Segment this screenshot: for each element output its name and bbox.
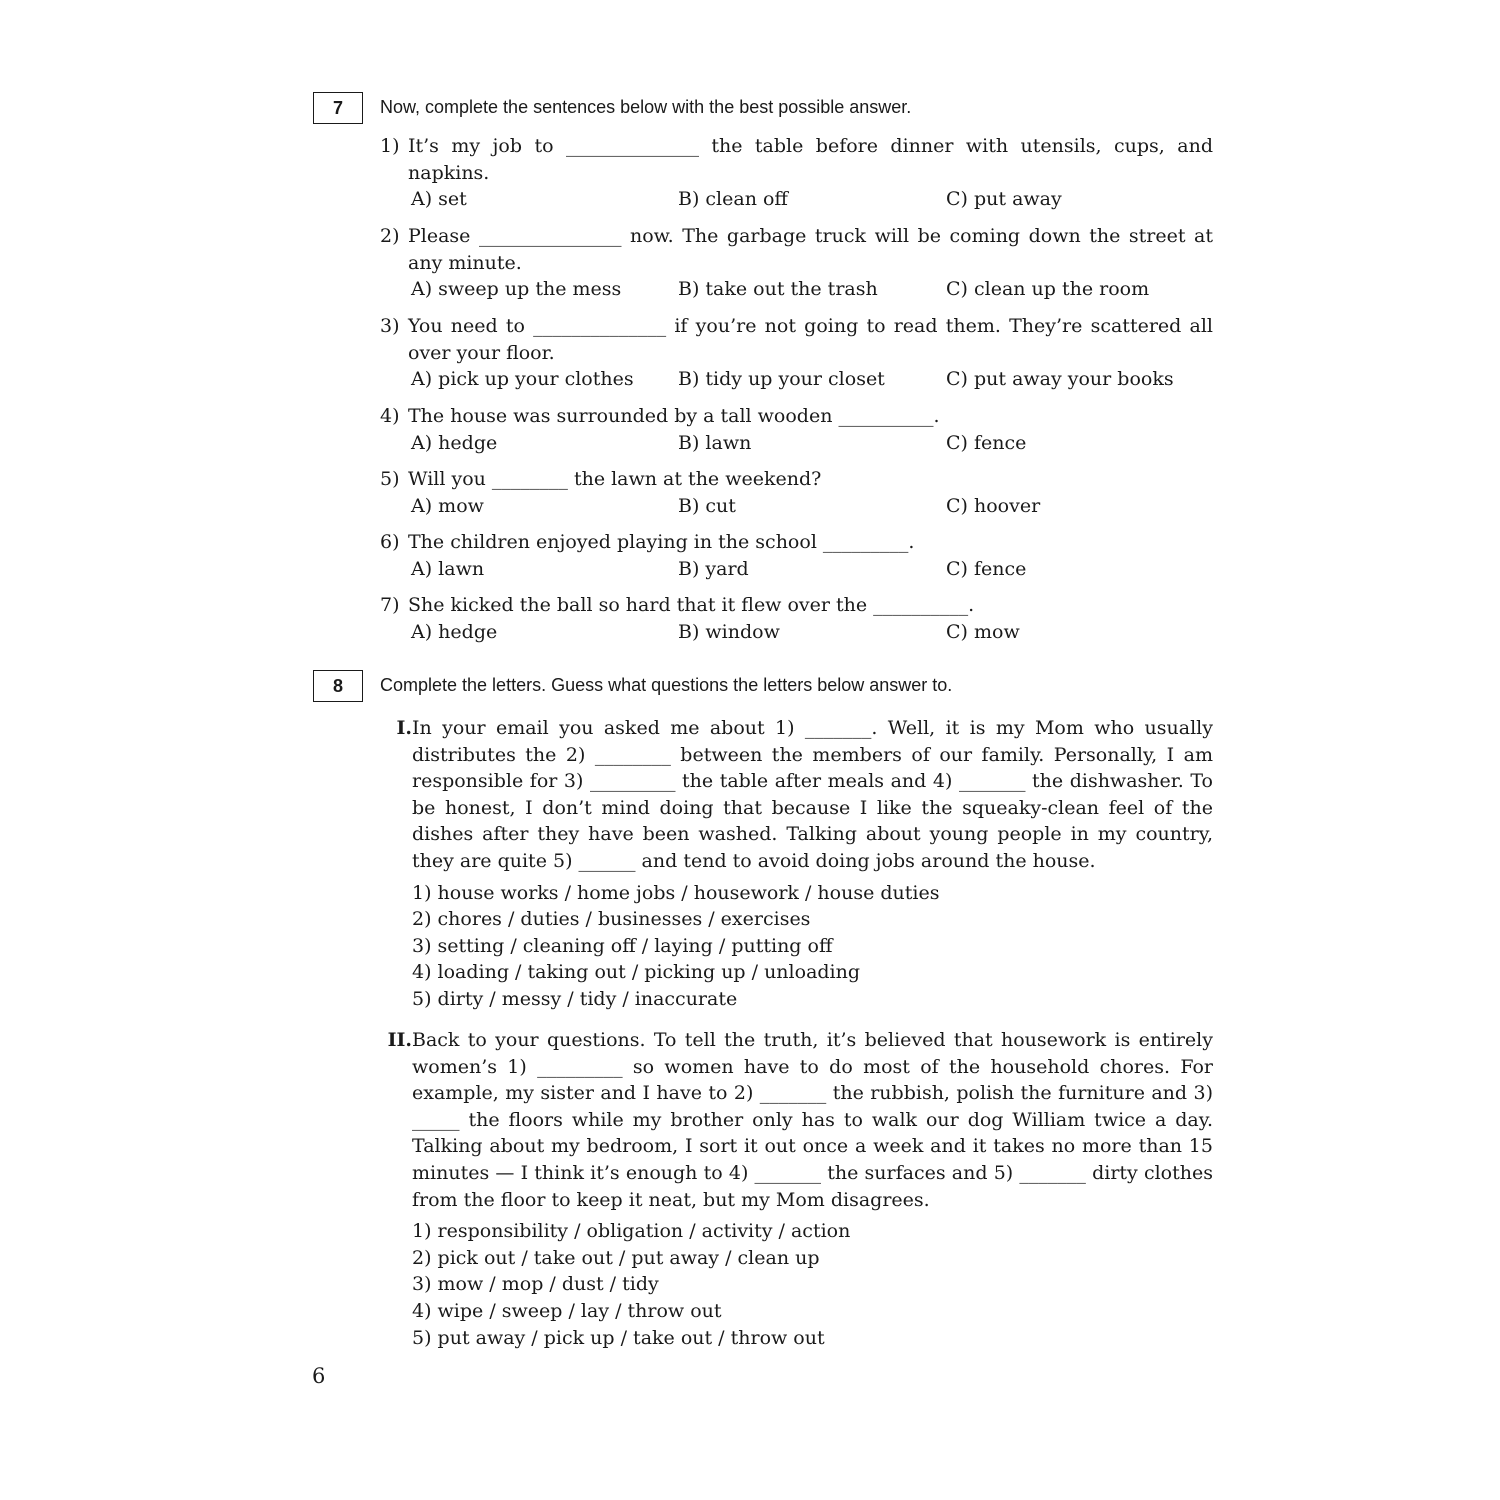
choice-item: 4) wipe / sweep / lay / throw out (412, 1299, 722, 1322)
choice-item: 2) chores / duties / businesses / exercises (412, 908, 811, 931)
question-number: 6) (380, 531, 400, 553)
letter-2 (380, 1027, 1213, 1351)
option-a: A) lawn (411, 557, 485, 580)
choice-list (412, 880, 1213, 1013)
question-5 (380, 466, 1213, 519)
choice-item: 5) dirty / messy / tidy / inaccurate (412, 987, 738, 1010)
letter-1 (380, 715, 1213, 1013)
question-number: 7) (380, 594, 400, 616)
question-stem: It’s my job to ______________ the table before dinner with utensils, cups, and napkins. (408, 135, 1213, 184)
option-a: A) hedge (411, 620, 498, 643)
page-number: 6 (312, 1364, 326, 1388)
option-b: B) take out the trash (678, 278, 878, 301)
question-number: 3) (380, 315, 400, 337)
question-number: 1) (380, 135, 400, 157)
option-b: B) cut (678, 494, 736, 517)
option-a: A) mow (411, 494, 484, 517)
option-b: B) yard (678, 557, 749, 580)
question-7 (380, 592, 1213, 645)
answer-options (411, 556, 1213, 583)
choice-item: 1) responsibility / obligation / activity / action (412, 1220, 851, 1243)
option-b: B) clean off (678, 188, 788, 211)
question-stem: You need to ______________ if you’re not going to read them. They’re scattered all over your floor. (408, 315, 1213, 364)
exercise-7-number-box (313, 92, 363, 124)
question-number: 2) (380, 225, 400, 247)
option-a: A) sweep up the mess (411, 278, 622, 301)
choice-item: 3) mow / mop / dust / tidy (412, 1273, 659, 1296)
question-4 (380, 403, 1213, 456)
option-c: C) fence (946, 431, 1027, 454)
question-1 (380, 133, 1213, 213)
answer-options (411, 366, 1213, 393)
choice-item: 5) put away / pick up / take out / throw out (412, 1326, 825, 1349)
exercise-7-number: 7 (332, 97, 343, 118)
question-stem: The children enjoyed playing in the school _________. (408, 531, 915, 553)
question-stem: The house was surrounded by a tall wooden __________. (408, 405, 940, 427)
choice-item: 1) house works / home jobs / housework / house duties (412, 881, 940, 904)
option-c: C) put away (946, 188, 1062, 211)
option-c: C) fence (946, 557, 1027, 580)
question-stem: Will you ________ the lawn at the weekend? (408, 468, 822, 490)
question-6 (380, 529, 1213, 582)
option-b: B) tidy up your closet (678, 368, 885, 391)
option-c: C) put away your books (946, 368, 1174, 391)
option-b: B) window (678, 620, 780, 643)
option-a: A) set (411, 188, 467, 211)
option-c: C) mow (946, 620, 1020, 643)
exercise-8-number: 8 (332, 675, 343, 696)
letter-roman-numeral: I. (396, 717, 412, 739)
answer-options (411, 493, 1213, 520)
answer-options (411, 186, 1213, 213)
choice-item: 2) pick out / take out / put away / clean up (412, 1246, 820, 1269)
question-stem: Please _______________ now. The garbage truck will be coming down the street at any minute. (408, 225, 1213, 274)
choice-item: 4) loading / taking out / picking up / unloading (412, 961, 861, 984)
choice-item: 3) setting / cleaning off / laying / putting off (412, 934, 833, 957)
letter-roman-numeral: II. (387, 1029, 412, 1051)
choice-list (412, 1218, 1213, 1351)
option-a: A) pick up your clothes (411, 368, 634, 391)
option-b: B) lawn (678, 431, 752, 454)
answer-options (411, 276, 1213, 303)
question-3 (380, 313, 1213, 393)
exercise-7-instruction: Now, complete the sentences below with the best possible answer. (380, 97, 912, 117)
option-c: C) hoover (946, 494, 1041, 517)
letter-text: Back to your questions. To tell the truth, it’s believed that housework is entirely women’s 1) _________ so women have to do most of the household chores. For example, my sister and I have to 2) _______ the rubbish, polish the furniture and 3) _____ the floors while my brother only has to walk our dog William twice a day. Talking about my bedroom, I sort it out once a week and it takes no more than 15 minutes — I think it’s enough to 4) _______ the surfaces and 5) _______ dirty clothes from the floor to keep it neat, but my Mom disagrees. (412, 1029, 1213, 1211)
question-number: 4) (380, 405, 400, 427)
answer-options (411, 619, 1213, 646)
answer-options (411, 430, 1213, 457)
letter-text: In your email you asked me about 1) _______. Well, it is my Mom who usually distributes the 2) ________ between the members of our family. Personally, I am responsible for 3) _________ the table after meals and 4) _______ the dishwasher. To be honest, I don’t mind doing that because I like the squeaky-clean feel of the dishes after they have been washed. Talking about young people in my country, they are quite 5) ______ and tend to avoid doing jobs around the house. (412, 717, 1213, 872)
question-2 (380, 223, 1213, 303)
option-c: C) clean up the room (946, 278, 1150, 301)
option-a: A) hedge (411, 431, 498, 454)
question-stem: She kicked the ball so hard that it flew over the __________. (408, 594, 975, 616)
exercise-8-number-box (313, 670, 363, 702)
question-number: 5) (380, 468, 400, 490)
exercise-8-instruction: Complete the letters. Guess what questions the letters below answer to. (380, 675, 953, 695)
